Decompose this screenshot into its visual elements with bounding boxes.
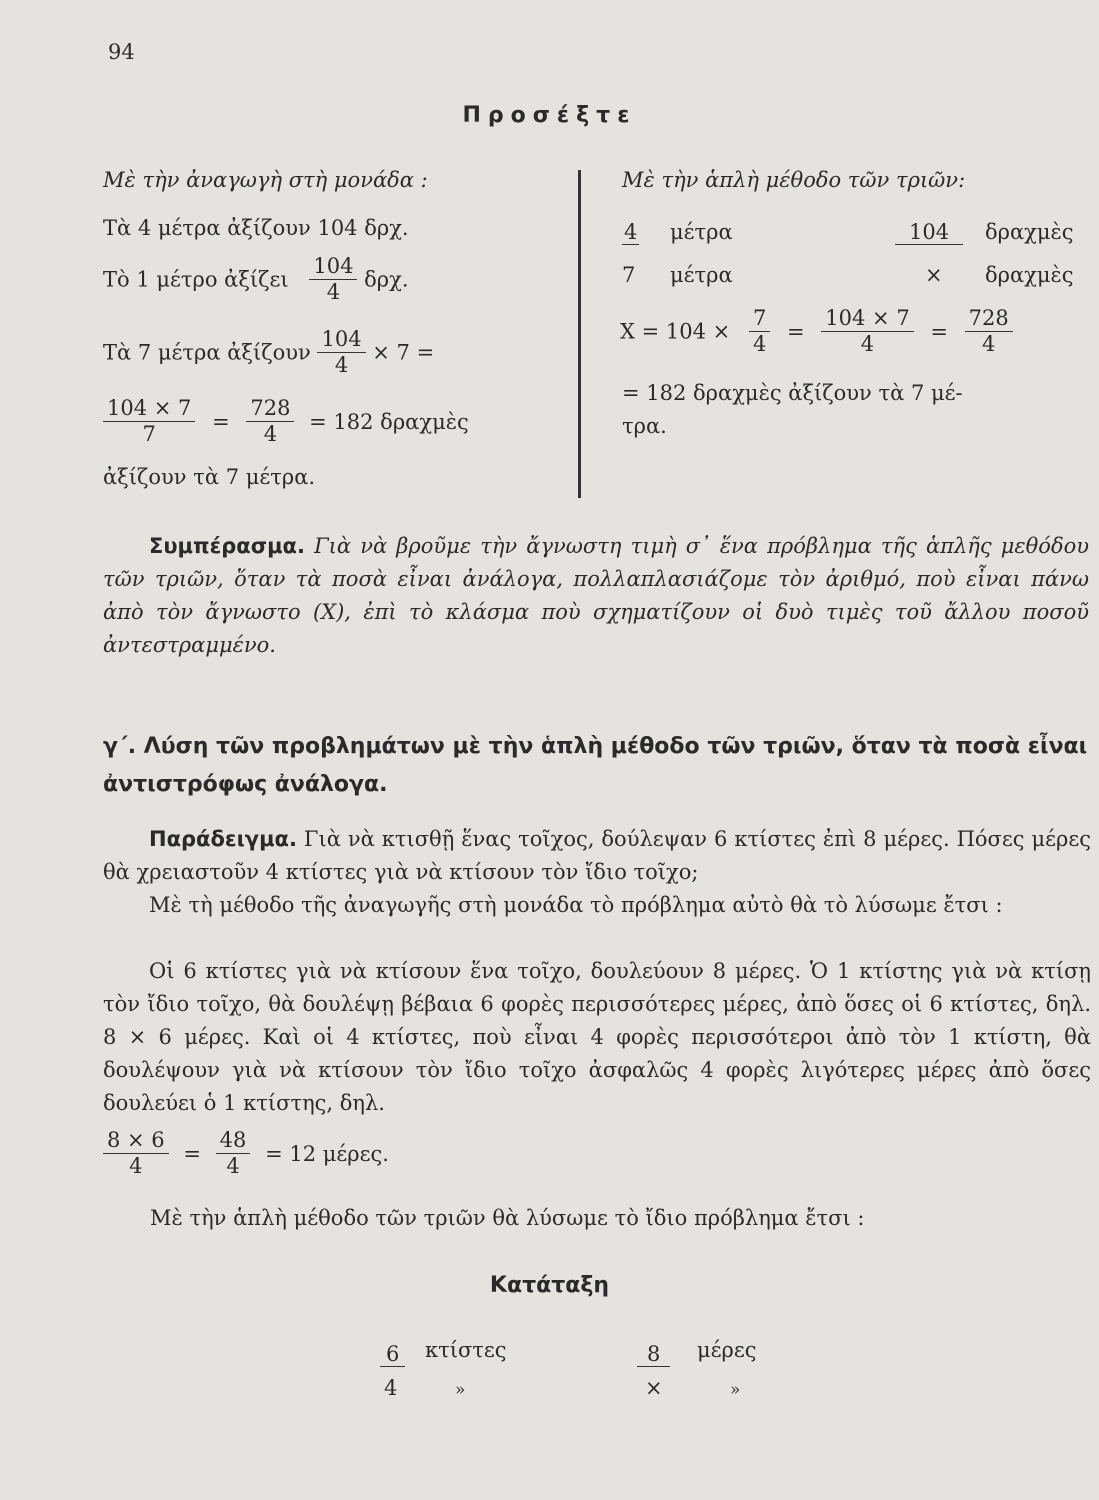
- left-line-5: ἀξίζουν τὰ 7 μέτρα.: [103, 465, 316, 489]
- arrangement-b1-label: μέρες: [697, 1338, 757, 1362]
- right-line-3-fraction-3: [965, 306, 1013, 357]
- right-row-1-b: μέτρα: [670, 220, 733, 244]
- right-row-2-b: μέτρα: [670, 263, 733, 287]
- conclusion-text: Γιὰ νὰ βροῦμε τὴν ἄγνωστη τιμὴ σ᾽ ἕνα πρόβλημα τῆς ἁπλῆς μεθόδου τῶν τριῶν, ὅταν τὰ ποσὰ εἶναι ἀνάλογα, πολλαπλασιάζομε τὸν ἀριθμό, ποὺ εἶναι πάνω ἀπὸ τὸν ἄγνωστο (X), ἐπὶ τὸ κλάσμα ποὺ σχηματίζουν οἱ δυὸ τιμὲς τοῦ ἄλλου ποσοῦ ἀντεστραμμένο.: [103, 534, 1089, 657]
- left-line-4-result: = 182 δραχμὲς: [309, 409, 469, 434]
- fraction-denominator: 4: [326, 280, 341, 305]
- row-1-quantity: 4: [624, 220, 638, 244]
- reasoning-paragraph: Οἱ 6 κτίστες γιὰ νὰ κτίσουν ἕνα τοῖχο, δουλεύουν 8 μέρες. Ὁ 1 κτίστης γιὰ νὰ κτίσῃ τὸν ἴδιο τοῖχο, θὰ δουλέψῃ βέβαια 6 φορὲς περισσότερες μέρες, ἀπὸ ὅσες οἱ 6 κτίστες, δηλ. 8 × 6 μέρες. Καὶ οἱ 4 κτίστες, ποὺ εἶναι 4 φορὲς περισσότεροι ἀπὸ τὸν 1 κτίστη, θὰ δουλέψουν γιὰ νὰ κτίσουν τὸν ἴδιο τοῖχο ἀσφαλῶς 4 φορὲς λιγότερες μέρες ἀπὸ ὅσες δουλεύει ὁ 1 κτίστης, δηλ.: [103, 959, 1091, 1115]
- equals-sign: =: [930, 319, 948, 344]
- fraction-denominator: 4: [263, 422, 278, 447]
- arrangement-a1-label: κτίστες: [425, 1338, 507, 1362]
- fraction-numerator: 104: [309, 254, 357, 280]
- left-line-2-unit: δρχ.: [364, 267, 409, 292]
- row-1-value: 104: [895, 220, 963, 245]
- arrangement-a2-label: »: [455, 1380, 466, 1400]
- section-title: γ΄. Λύση τῶν προβλημάτων μὲ τὴν ἁπλὴ μέθοδο τῶν τριῶν, ὅταν τὰ ποσὰ εἶναι ἀντιστρόφως ἀνάλογα.: [103, 734, 1088, 797]
- fraction-denominator: 4: [129, 1154, 143, 1179]
- left-line-2-fraction: [309, 254, 357, 305]
- column-divider: [578, 170, 581, 498]
- right-row-2-c: ×: [925, 263, 943, 287]
- fraction-numerator: 104: [317, 327, 365, 353]
- fraction-numerator: 728: [246, 396, 294, 422]
- left-line-4-fraction-1: [103, 396, 195, 447]
- right-column-title: Μὲ τὴν ἁπλὴ μέθοδο τῶν τριῶν:: [622, 168, 966, 192]
- conclusion-label: Συμπέρασμα.: [149, 534, 305, 558]
- fraction-numerator: 7: [749, 306, 770, 332]
- page-number: 94: [108, 40, 135, 64]
- fraction-denominator: 4: [982, 332, 996, 357]
- method-intro-paragraph: Μὲ τὴ μέθοδο τῆς ἀναγωγῆς στὴ μονάδα τὸ πρόβλημα αὐτὸ θὰ τὸ λύσωμε ἔτσι :: [149, 893, 1003, 917]
- right-line-4: = 182 δραχμὲς ἀξίζουν τὰ 7 μέ-: [622, 381, 963, 405]
- example-paragraph: [103, 823, 1091, 889]
- fraction-denominator: 4: [752, 332, 767, 357]
- right-row-1-a: [622, 220, 639, 244]
- workers-value: 6: [380, 1342, 405, 1367]
- days-value: 8: [637, 1342, 670, 1367]
- equals-sign: =: [787, 319, 805, 344]
- arrangement-b1: [637, 1342, 670, 1366]
- right-line-3-fraction-2: [821, 306, 913, 357]
- fraction-denominator: 4: [334, 353, 349, 378]
- equation-fraction-2: [216, 1128, 251, 1179]
- example-label: Παράδειγμα.: [149, 827, 297, 851]
- fraction-denominator: 4: [860, 332, 875, 357]
- right-line-3-text: X = 104 ×: [620, 319, 731, 344]
- page-heading: Προσέξτε: [462, 103, 637, 128]
- right-line-5: τρα.: [622, 414, 667, 438]
- left-line-4-fraction-2: [246, 396, 294, 447]
- fraction-numerator: 104 × 7: [103, 396, 195, 422]
- arrangement-b2-label: »: [730, 1380, 741, 1400]
- right-line-3: [620, 306, 1013, 357]
- fraction-numerator: 48: [216, 1128, 251, 1154]
- right-row-1-d: δραχμὲς: [985, 220, 1074, 244]
- right-row-2-d: δραχμὲς: [985, 263, 1074, 287]
- left-line-3-fraction: [317, 327, 365, 378]
- left-line-4: [103, 396, 469, 447]
- right-line-3-fraction-1: [749, 306, 770, 357]
- result-equation: [103, 1128, 389, 1179]
- left-line-3-text: Τὰ 7 μέτρα ἀξίζουν: [103, 340, 311, 365]
- arrangement-title: Κατάταξη: [489, 1273, 610, 1298]
- fraction-numerator: 8 × 6: [103, 1128, 169, 1154]
- arrangement-a2: 4: [384, 1376, 398, 1400]
- equals-sign: =: [212, 409, 230, 434]
- fraction-numerator: 728: [965, 306, 1013, 332]
- example-text: Γιὰ νὰ κτισθῇ ἕνας τοῖχος, δούλεψαν 6 κτίστες ἐπὶ 8 μέρες. Πόσες μέρες θὰ χρειαστοῦν 4 κτίστες γιὰ νὰ κτίσουν τὸν ἴδιο τοῖχο;: [103, 827, 1091, 884]
- left-line-2: [103, 254, 409, 305]
- left-line-3-tail: × 7 =: [372, 340, 435, 365]
- conclusion-paragraph: [103, 530, 1089, 662]
- equation-fraction-1: [103, 1128, 169, 1179]
- equation-result: = 12 μέρες.: [265, 1141, 389, 1166]
- left-line-1: Τὰ 4 μέτρα ἀξίζουν 104 δρχ.: [103, 216, 409, 240]
- fraction-denominator: 7: [142, 422, 156, 447]
- equals-sign: =: [183, 1141, 201, 1166]
- right-row-1-c: [895, 220, 963, 244]
- arrangement-a1: [380, 1342, 405, 1366]
- left-line-3: [103, 327, 434, 378]
- left-line-2-text: Τὸ 1 μέτρο ἀξίζει: [103, 267, 289, 292]
- fraction-numerator: 104 × 7: [821, 306, 913, 332]
- three-rule-intro: Μὲ τὴν ἁπλὴ μέθοδο τῶν τριῶν θὰ λύσωμε τὸ ἴδιο πρόβλημα ἔτσι :: [150, 1206, 865, 1230]
- right-row-2-a: 7: [622, 263, 636, 287]
- fraction-denominator: 4: [226, 1154, 240, 1179]
- left-column-title: Μὲ τὴν ἀναγωγὴ στὴ μονάδα :: [103, 168, 428, 192]
- arrangement-b2: ×: [645, 1376, 663, 1400]
